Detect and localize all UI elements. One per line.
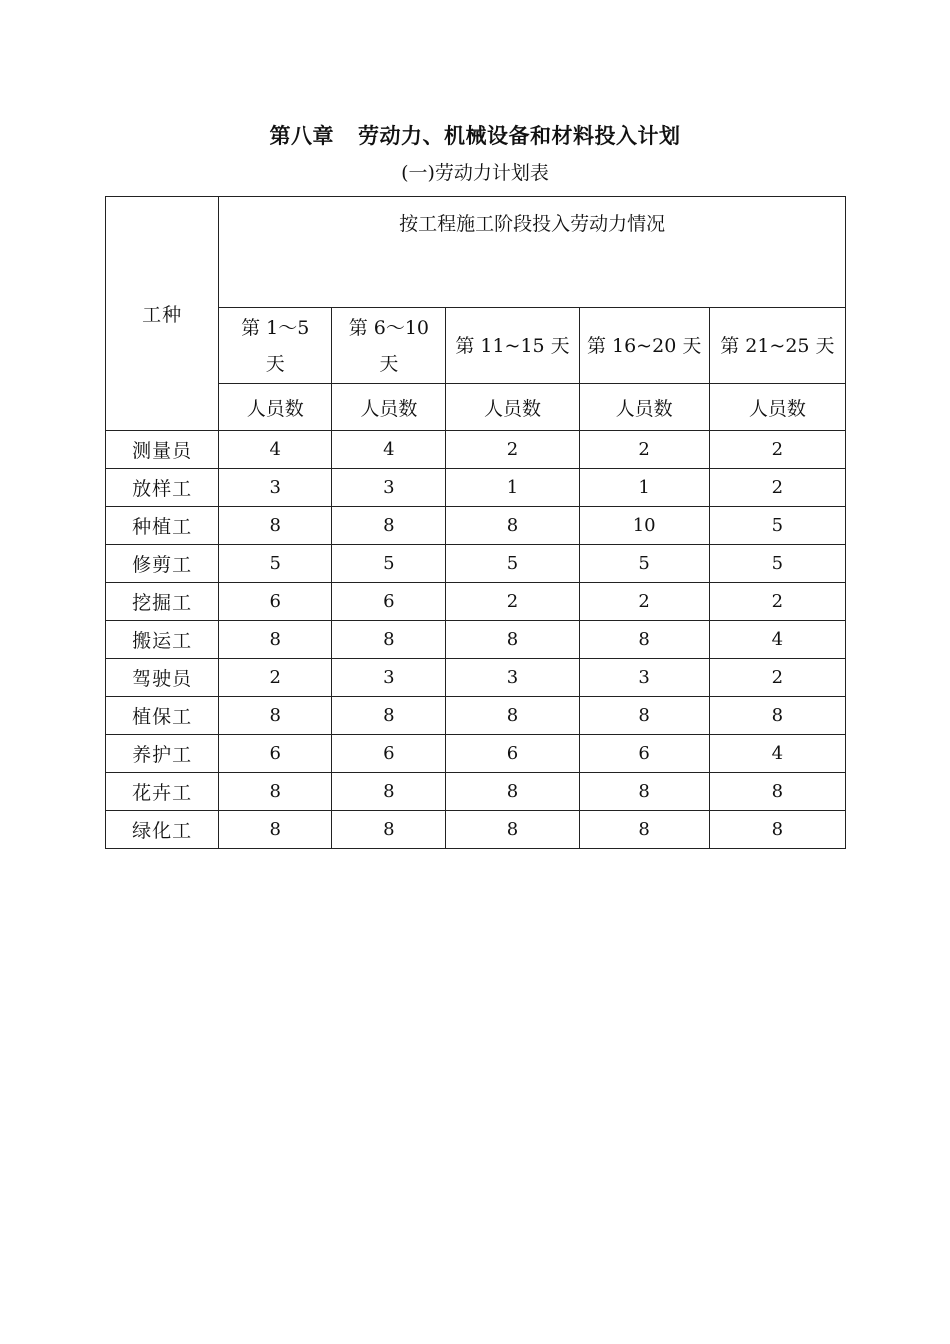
headcount-cell: 8 (446, 621, 579, 659)
table-row (106, 431, 846, 469)
headcount-cell: 2 (709, 583, 845, 621)
table-row (106, 773, 846, 811)
headcount-cell: 8 (446, 811, 579, 849)
headcount-cell: 3 (332, 659, 446, 697)
headcount-cell: 8 (446, 507, 579, 545)
headcount-cell: 8 (219, 507, 332, 545)
period-header: 第 11~15 天 (446, 308, 579, 384)
headcount-cell: 8 (219, 773, 332, 811)
headcount-cell: 2 (709, 659, 845, 697)
work-type-cell: 测量员 (106, 431, 219, 469)
headcount-cell: 6 (579, 735, 709, 773)
headcount-cell: 6 (446, 735, 579, 773)
chapter-title: 劳动力、机械设备和材料投入计划 (358, 123, 681, 148)
headcount-cell: 8 (579, 773, 709, 811)
headcount-cell: 6 (332, 735, 446, 773)
headcount-cell: 4 (709, 621, 845, 659)
headcount-cell: 2 (579, 431, 709, 469)
work-type-header: 工种 (106, 197, 219, 431)
headcount-cell: 2 (446, 583, 579, 621)
headcount-cell: 5 (709, 507, 845, 545)
unit-header: 人员数 (709, 384, 845, 431)
headcount-cell: 8 (709, 811, 845, 849)
headcount-cell: 3 (332, 469, 446, 507)
headcount-cell: 1 (446, 469, 579, 507)
headcount-cell: 6 (332, 583, 446, 621)
headcount-cell: 8 (332, 773, 446, 811)
headcount-cell: 8 (332, 697, 446, 735)
headcount-cell: 8 (579, 697, 709, 735)
headcount-cell: 8 (219, 697, 332, 735)
work-type-cell: 放样工 (106, 469, 219, 507)
period-header: 第 1～5 天 (219, 308, 332, 384)
headcount-cell: 2 (446, 431, 579, 469)
headcount-cell: 5 (446, 545, 579, 583)
work-type-cell: 驾驶员 (106, 659, 219, 697)
headcount-cell: 4 (219, 431, 332, 469)
headcount-cell: 3 (219, 469, 332, 507)
period-header: 第 21~25 天 (709, 308, 845, 384)
headcount-cell: 2 (709, 469, 845, 507)
headcount-cell: 8 (219, 621, 332, 659)
headcount-cell: 8 (709, 773, 845, 811)
table-caption: (一)劳动力计划表 (401, 162, 549, 184)
work-type-cell: 修剪工 (106, 545, 219, 583)
work-type-cell: 挖掘工 (106, 583, 219, 621)
header-row-group (106, 197, 846, 308)
headcount-cell: 5 (332, 545, 446, 583)
unit-header: 人员数 (219, 384, 332, 431)
chapter-number: 第八章 (269, 123, 334, 148)
headcount-cell: 4 (332, 431, 446, 469)
headcount-cell: 3 (579, 659, 709, 697)
table-row (106, 507, 846, 545)
headcount-cell: 6 (219, 583, 332, 621)
table-row (106, 697, 846, 735)
headcount-cell: 1 (579, 469, 709, 507)
headcount-cell: 8 (332, 811, 446, 849)
headcount-cell: 8 (709, 697, 845, 735)
headcount-cell: 8 (446, 697, 579, 735)
headcount-cell: 6 (219, 735, 332, 773)
headcount-cell: 8 (579, 621, 709, 659)
headcount-cell: 8 (332, 507, 446, 545)
page-title (0, 120, 950, 152)
unit-header: 人员数 (332, 384, 446, 431)
headcount-cell: 5 (219, 545, 332, 583)
table-row (106, 735, 846, 773)
headcount-cell: 5 (709, 545, 845, 583)
table-row (106, 811, 846, 849)
table-row (106, 583, 846, 621)
work-type-cell: 养护工 (106, 735, 219, 773)
headcount-cell: 8 (332, 621, 446, 659)
stage-group-header: 按工程施工阶段投入劳动力情况 (219, 197, 846, 308)
period-header: 第 6～10 天 (332, 308, 446, 384)
work-type-cell: 花卉工 (106, 773, 219, 811)
table-row (106, 621, 846, 659)
unit-header: 人员数 (446, 384, 579, 431)
headcount-cell: 2 (709, 431, 845, 469)
labor-plan-table (105, 196, 846, 849)
headcount-cell: 5 (579, 545, 709, 583)
table-row (106, 469, 846, 507)
work-type-cell: 种植工 (106, 507, 219, 545)
headcount-cell: 10 (579, 507, 709, 545)
headcount-cell: 2 (219, 659, 332, 697)
work-type-cell: 搬运工 (106, 621, 219, 659)
table-row (106, 659, 846, 697)
headcount-cell: 4 (709, 735, 845, 773)
period-header: 第 16~20 天 (579, 308, 709, 384)
headcount-cell: 3 (446, 659, 579, 697)
work-type-cell: 绿化工 (106, 811, 219, 849)
work-type-cell: 植保工 (106, 697, 219, 735)
headcount-cell: 8 (219, 811, 332, 849)
unit-header: 人员数 (579, 384, 709, 431)
headcount-cell: 2 (579, 583, 709, 621)
table-row (106, 545, 846, 583)
headcount-cell: 8 (446, 773, 579, 811)
headcount-cell: 8 (579, 811, 709, 849)
